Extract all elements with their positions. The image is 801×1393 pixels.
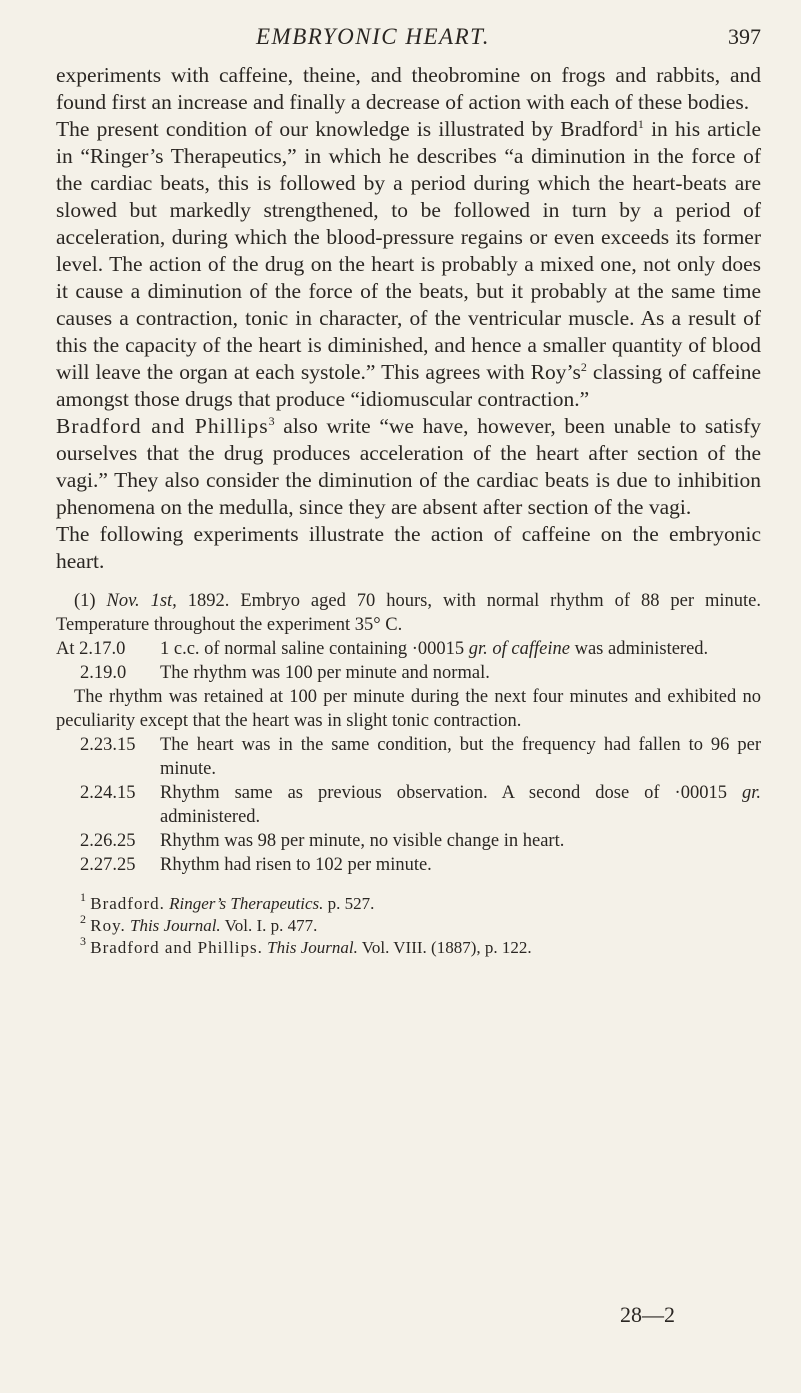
entry-text: Rhythm was 98 per minute, no visible change in heart. — [160, 831, 565, 851]
paragraph — [56, 62, 761, 116]
entry-text — [160, 637, 761, 661]
entry-text — [160, 781, 761, 829]
footnote-title: This Journal. — [130, 916, 221, 935]
page — [56, 20, 761, 959]
entry-time: 2.23.15 — [80, 735, 136, 755]
entry-time: At 2.17.0 — [56, 639, 126, 659]
entry-text-part: administered. — [160, 807, 261, 827]
footnote — [80, 934, 761, 959]
footnote-title: Ringer’s Therapeutics. — [169, 894, 324, 913]
paragraph-text: The following experiments illustrate the action of caffeine on the embryonic heart. — [56, 522, 761, 573]
entry-text: The rhythm was 100 per minute and normal. — [160, 663, 490, 683]
footnote — [80, 912, 761, 937]
page-header — [56, 20, 761, 62]
experiment-number: (1) — [74, 591, 96, 611]
entry-text: Rhythm had risen to 102 per minute. — [160, 855, 432, 875]
footnotes — [56, 890, 761, 959]
experiment-entry — [56, 781, 761, 829]
footnote-mark: 2 — [580, 360, 587, 374]
experiment-entry — [56, 661, 761, 685]
entry-time: 2.19.0 — [80, 663, 127, 683]
footnote-mark: 1 — [80, 890, 86, 904]
experiment-date: Nov. 1st, — [106, 591, 177, 611]
entry-time: 2.24.15 — [80, 783, 136, 803]
experiment-section — [56, 589, 761, 877]
footnote-author: Bradford. — [90, 894, 165, 913]
paragraph-text: experiments with caffeine, theine, and theobromine on frogs and rabbits, and found first an increase and finally a decrease of action with each of these bodies. — [56, 63, 761, 114]
entry-text-part: Rhythm same as previous observation. A second dose of ·00015 — [160, 783, 727, 803]
paragraph-text: also write “we have, however, been unable to satisfy ourselves that the drug produces acceleration of the heart after section of the vagi.” They also consider the diminution of the cardiac beats is due to inhibition phenomena on the medulla, since they are absent after section of the vagi. — [56, 414, 762, 519]
experiment-entry — [56, 637, 761, 661]
paragraph-text: classing of caffeine amongst those drugs that produce “idiomuscular contraction.” — [56, 360, 761, 411]
entry-text-italic: gr. of caffeine — [468, 639, 570, 659]
experiment-entry — [56, 829, 761, 853]
page-number: 397 — [728, 24, 761, 49]
footnote-mark: 3 — [268, 414, 275, 428]
entry-text-part: was administered. — [574, 639, 709, 659]
paragraph-text: in his article in “Ringer’s Therapeutics,” in which he describes “a diminution in the force of the cardiac beats, this is followed by a period during which the heart-beats are slowed but markedly strengthened, to be followed in turn by a period of acceleration, during which the blood-pressure regains or even exceeds its former level. The action of the drug on the heart is probably a mixed one, not only does it cause a diminution of the force of the beats, but it probably at the same time causes a contraction, tonic in character, of the ventricular muscle. As a result of this the capacity of the heart is diminished, and hence a smaller quantity of blood will leave the organ at each systole.” This agrees with Roy’s — [56, 117, 762, 384]
entry-text: The heart was in the same condition, but the frequency had fallen to 96 per minute. — [160, 735, 761, 779]
paragraph — [56, 116, 761, 413]
experiment-intro — [56, 589, 761, 637]
footnote-title: This Journal. — [267, 938, 358, 957]
footnote-mark: 1 — [637, 117, 644, 131]
paragraph — [56, 521, 761, 575]
footnote — [80, 890, 761, 915]
experiment-intro-text: 1892. Embryo aged 70 hours, with normal rhythm of 88 per minute. Temperature throughout the experiment 35° C. — [56, 591, 761, 635]
entry-text-italic: gr. — [741, 783, 761, 803]
footnote-author: Bradford and Phillips. — [90, 938, 263, 957]
footnote-mark: 2 — [80, 912, 86, 926]
paragraph — [56, 413, 761, 521]
entry-time: 2.27.25 — [80, 855, 136, 875]
paragraph-text: Bradford and Phillips — [56, 414, 269, 438]
footnote-rest: p. 527. — [327, 894, 375, 913]
footnote-author: Roy. — [90, 916, 126, 935]
entry-text-part: 1 c.c. of normal saline containing ·00015 — [160, 639, 465, 659]
running-head: EMBRYONIC HEART. — [256, 24, 490, 49]
experiment-paragraph: The rhythm was retained at 100 per minute during the next four minutes and exhibited no peculiarity except that the heart was in slight tonic contraction. — [56, 687, 761, 731]
experiment-entry — [56, 733, 761, 781]
footnote-rest: Vol. VIII. (1887), p. 122. — [361, 938, 532, 957]
body-text — [56, 62, 761, 575]
signature-mark: 28—2 — [620, 1302, 675, 1327]
entry-time: 2.26.25 — [80, 831, 136, 851]
experiment-entry — [56, 853, 761, 877]
footnote-mark: 3 — [80, 934, 86, 948]
footnote-rest: Vol. I. p. 477. — [224, 916, 318, 935]
paragraph-text: The present condition of our knowledge is illustrated by Bradford — [56, 117, 638, 141]
